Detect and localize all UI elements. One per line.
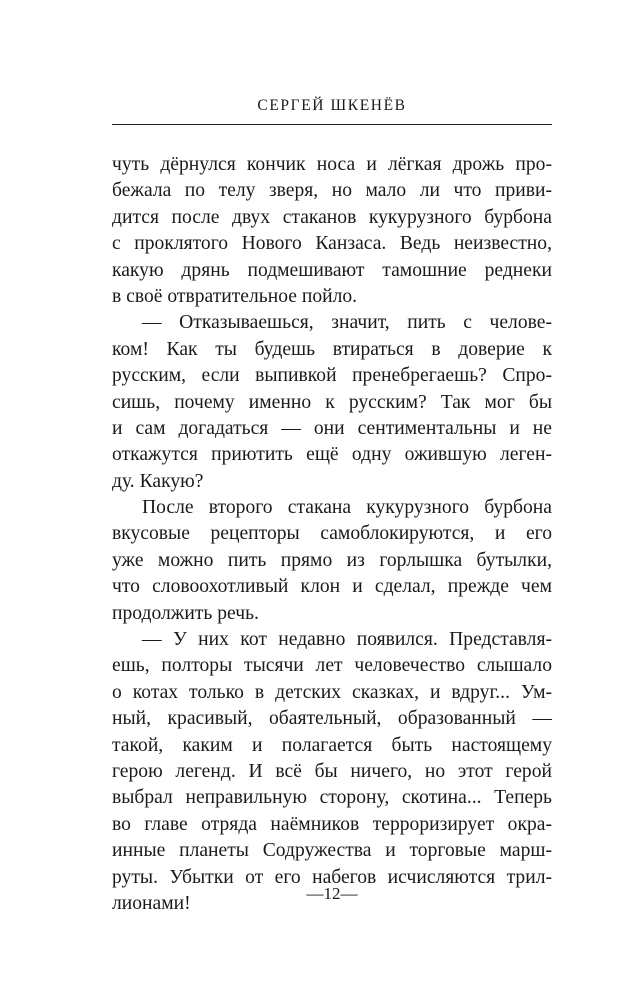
text-line: уже можно пить прямо из горлышка бутылки, <box>112 549 552 571</box>
text-line: ком! Как ты будешь втираться в доверие к <box>112 338 552 360</box>
text-line: — У них кот недавно появился. Представля- <box>142 629 552 651</box>
text-line: с проклятого Нового Канзаса. Ведь неизвестно, <box>112 233 552 255</box>
text-line: лионами! <box>112 892 191 914</box>
text-line: дится после двух стаканов кукурузного бурбона <box>112 206 552 228</box>
text-line: сишь, почему именно к русским? Так мог бы <box>112 391 552 413</box>
header-rule <box>112 124 552 125</box>
text-line: — Отказываешься, значит, пить с челове- <box>142 312 552 334</box>
text-line: выбрал неправильную сторону, скотина... Теперь <box>112 787 552 809</box>
text-line: о котах только в детских сказках, и вдруг... Ум- <box>112 681 552 703</box>
text-line: ешь, полторы тысячи лет человечество слышало <box>112 655 552 677</box>
text-line: инные планеты Содружества и торговые марш- <box>112 840 552 862</box>
running-head-author: СЕРГЕЙ ШКЕНЁВ <box>257 97 407 114</box>
text-line: какую дрянь подмешивают тамошние реднеки <box>112 259 552 281</box>
text-line: ный, красивый, обаятельный, образованный — <box>112 708 552 730</box>
page-number: —12— <box>306 884 358 903</box>
text-line: руты. Убытки от его набегов исчисляются трил- <box>112 866 552 888</box>
text-line: герою легенд. И всё бы ничего, но этот герой <box>112 760 552 782</box>
text-line: что словоохотливый клон и сделал, прежде чем <box>112 576 552 598</box>
text-line: продолжить речь. <box>112 602 259 624</box>
text-line: во главе отряда наёмников терроризирует окра- <box>112 813 552 835</box>
text-line: и сам догадаться — они сентиментальны и не <box>112 417 552 439</box>
text-line: вкусовые рецепторы самоблокируются, и его <box>112 523 552 545</box>
text-line: После второго стакана кукурузного бурбона <box>142 497 552 519</box>
text-line: бежала по телу зверя, но мало ли что приви- <box>112 180 552 202</box>
text-line: русским, если выпивкой пренебрегаешь? Спро- <box>112 365 552 387</box>
text-line: откажутся приютить ещё одну ожившую леген- <box>112 444 552 466</box>
text-line: ду. Какую? <box>112 470 204 492</box>
text-line: чуть дёрнулся кончик носа и лёгкая дрожь про- <box>112 154 552 175</box>
page-body-text <box>112 152 552 917</box>
text-line: такой, каким и полагается быть настоящему <box>112 734 552 756</box>
text-line: в своё отвратительное пойло. <box>112 285 358 307</box>
